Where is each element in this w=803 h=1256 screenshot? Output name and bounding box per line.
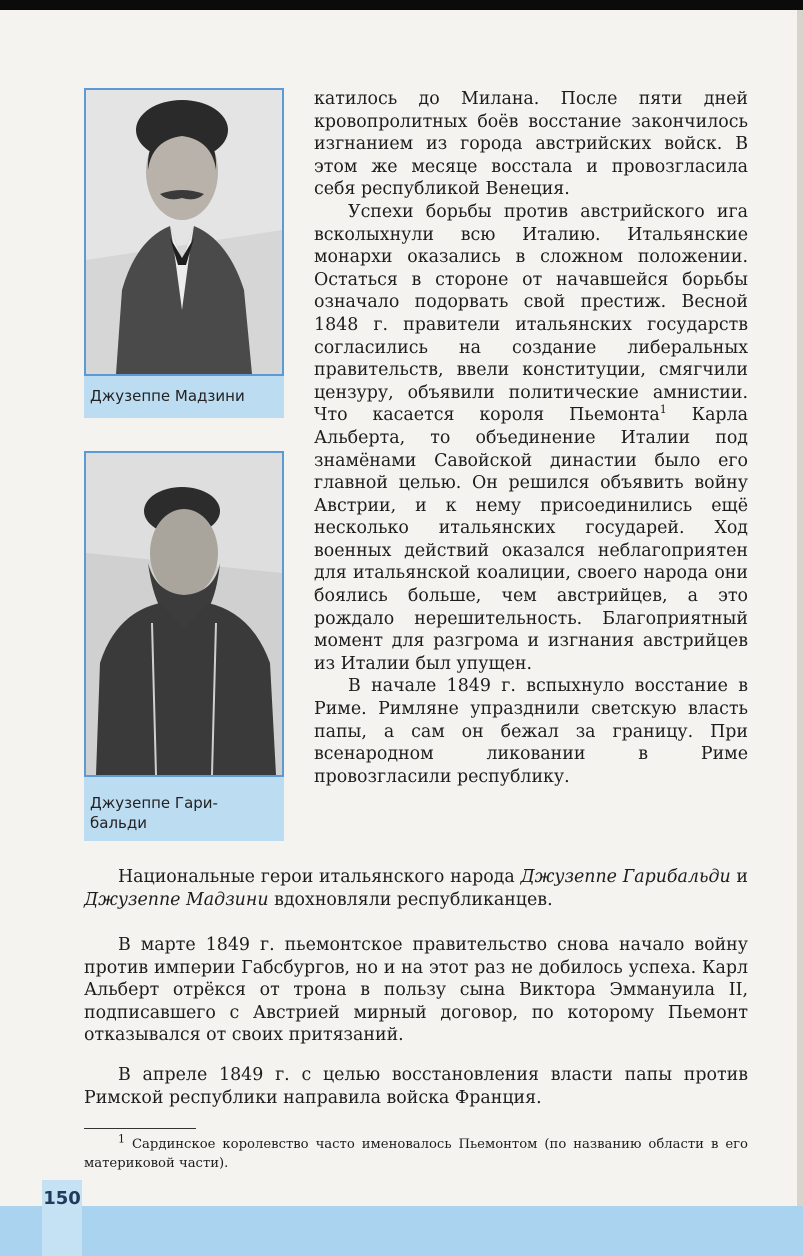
page-number: 150 <box>43 1188 81 1209</box>
figure-caption: Джузеппе Гари- бальди <box>90 794 218 832</box>
portrait-garibaldi-drawing <box>86 453 282 775</box>
page-edge <box>797 10 803 1210</box>
bottom-band <box>0 1206 803 1256</box>
paragraph-text: Успехи борьбы против австрийского ига всколыхнули всю Италию. Итальянские монархи оказались в сложном положении. Остаться в стороне от начавшейся борьбы означало подорвать свой престиж. Весной 1848 г. правители итальянских государств согласились на создание либеральных правительств, ввели конституции, смягчили цензуру, объявили политические амнистии. Что касается короля Пьемонта <box>314 201 748 426</box>
text: и <box>736 867 749 887</box>
scan-top-edge <box>0 0 803 10</box>
footnote-divider <box>84 1128 196 1129</box>
figure-mazzini <box>84 88 284 418</box>
portrait-mazzini-drawing <box>86 90 282 374</box>
portrait-garibaldi <box>84 451 284 777</box>
right-column-text <box>314 88 748 788</box>
paragraph: В начале 1849 г. вспыхнуло восстание в Риме. Римляне упразднили светскую власть папы, а сам он бежал за границу. При всенародном ликовании в Риме провозгласили республику. <box>314 676 748 787</box>
paragraph: катилось до Милана. После пяти дней кровопролитных боёв восстание закончилось изгнанием из города австрийских войск. В этом же месяце восстала и провозгласила себя республикой Венеция. <box>314 89 748 200</box>
figure-caption: Джузеппе Мадзини <box>90 387 245 405</box>
footnote-number: 1 <box>118 1132 125 1146</box>
figure-garibaldi <box>84 451 284 841</box>
italic-name: Джузеппе Мадзини <box>84 889 269 910</box>
portrait-mazzini <box>84 88 284 376</box>
text: вдохновляли республиканцев. <box>274 889 553 910</box>
footnote <box>84 1132 748 1173</box>
paragraph-april: В апреле 1849 г. с целью восстановления власти папы против Римской республики направила войска Франция. <box>84 1065 748 1108</box>
paragraph-text: Карла Альберта, то объединение Италии под знамёнами Савойской династии было его главной целью. Он решился объявить войну Австрии, и к нему присоединились ещё несколько итальянских государей. Ход военных действий оказался неблагоприятен для итальянской коалиции, своего народа они боялись больше, чем австрийцев, а это рождало нерешительность. Благоприятный момент для разгрома и изгнания австрийцев из Италии был упущен. <box>314 405 748 674</box>
text: Национальные герои итальянского народа <box>118 867 515 887</box>
paragraph-march: В марте 1849 г. пьемонтское правительство снова начало войну против империи Габсбургов, но и на этот раз не добилось успеха. Карл Альберт отрёкся от трона в пользу сына Виктора Эммануила II, подписавшего с Австрией мирный договор, по которому Пьемонт отказывался от своих притязаний. <box>84 935 748 1046</box>
paragraph-heroes <box>84 866 748 911</box>
paragraph <box>314 201 748 675</box>
footnote-text: Сардинское королевство часто именовалось Пьемонтом (по названию области в его материковой части). <box>84 1137 748 1171</box>
footnote-marker: 1 <box>659 403 667 417</box>
italic-name: Джузеппе Гарибальди <box>520 867 731 887</box>
